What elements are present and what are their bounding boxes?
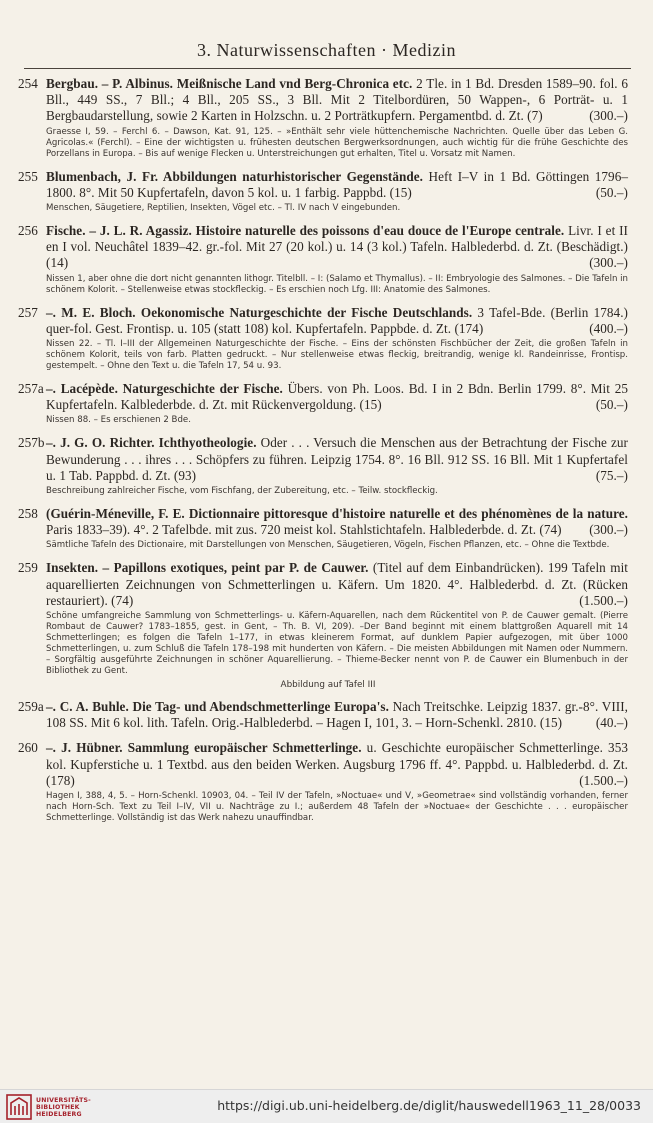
catalog-entry bbox=[18, 223, 638, 296]
entry-list bbox=[18, 76, 638, 833]
entry-note: Beschreibung zahlreicher Fische, vom Fischfang, der Zubereitung, etc. – Teilw. stockfleckig. bbox=[46, 486, 438, 497]
entry-price: (300.–) bbox=[589, 522, 628, 538]
page-header: 3. Naturwissenschaften · Medizin bbox=[197, 40, 456, 60]
library-name[interactable] bbox=[36, 1097, 91, 1118]
catalog-entry bbox=[18, 699, 638, 731]
entry-price: (1.500.–) bbox=[579, 772, 628, 788]
entry-heading: Bergbau. – P. Albinus. Meißnische Land vnd Berg-Chronica etc. bbox=[46, 76, 413, 91]
entry-text: u. Geschichte europäischer Schmetterlinge. 353 kol. Kupferstiche u. 1 Textbd. aus den beiden Werken. Augsburg 1796 ff. 4°. Pappbd. u. Halblederbd. d. Zt. (178) bbox=[46, 740, 628, 788]
entry-text: (Titel auf dem Einbandrücken). 199 Tafeln mit aquarellierten Zeichnungen von Schmetterlingen u. Käfern. Um 1820. 4°. Halblederbd. d. Zt. (Rücken restauriert). (74) bbox=[46, 560, 628, 608]
entry-number: 258 bbox=[18, 506, 38, 522]
viewer-footer bbox=[0, 1089, 653, 1123]
catalog-entry bbox=[18, 740, 638, 824]
entry-price: (50.–) bbox=[595, 397, 628, 413]
entry-note: Nissen 88. – Es erschienen 2 Bde. bbox=[46, 415, 191, 426]
catalog-entry bbox=[18, 435, 638, 497]
entry-description bbox=[18, 699, 638, 731]
entry-description bbox=[18, 305, 638, 337]
entry-heading: (Guérin-Méneville, F. E. Dictionnaire pittoresque d'histoire naturelle et des phénomènes de la nature. bbox=[46, 506, 628, 522]
entry-number: 255 bbox=[18, 168, 38, 184]
entry-description bbox=[18, 381, 638, 413]
library-name-line: UNIVERSITÄTS- bbox=[36, 1097, 91, 1104]
entry-text: Heft I–V in 1 Bd. Göttingen 1796–1800. 8°. Mit 50 Kupfertafeln, davon 5 kol. u. 1 farbig. Pappbd. (15) bbox=[46, 168, 628, 200]
entry-number: 257b bbox=[18, 435, 45, 451]
illustration-reference: Abbildung auf Tafel III bbox=[280, 680, 376, 691]
entry-number: 256 bbox=[18, 223, 38, 239]
entry-description bbox=[18, 560, 638, 609]
entry-number: 260 bbox=[18, 740, 38, 756]
entry-description bbox=[18, 76, 638, 125]
entry-heading: Insekten. – Papillons exotiques, peint par P. de Cauwer. bbox=[46, 560, 369, 576]
header-rule bbox=[24, 68, 631, 69]
entry-price: (300.–) bbox=[589, 255, 628, 271]
entry-price: (75.–) bbox=[595, 467, 628, 483]
entry-note: Graesse I, 59. – Ferchl 6. – Dawson, Kat. 91, 125. – »Enthält sehr viele hüttenchemische Nachrichten. Quelle über das Leben G. Agricolas.« (Ferchl). – Eine der wichtigsten u. frühesten deutschen Bergwerksordnungen, auch wichtig für die frühe Geschichte des Porzellans in Europa. – Bis auf wenige Flecken u. Unterstreichungen gut erhalten, Titel u. Vorsatz mit Namen. bbox=[46, 126, 628, 159]
entry-description bbox=[18, 506, 638, 538]
entry-text: Nach Treitschke. Leipzig 1837. gr.-8°. VIII, 108 SS. Mit 6 kol. lith. Tafeln. Orig.-Halblederbd. – Hagen I, 101, 3. – Horn-Schenkl. 2810. (15) bbox=[46, 699, 629, 731]
catalog-entry bbox=[18, 169, 638, 214]
catalog-entry bbox=[18, 76, 638, 160]
entry-note: Schöne umfangreiche Sammlung von Schmetterlings- u. Käfern-Aquarellen, nach dem Rückentitel von P. de Cauwer gemalt. (Pierre Rombaut de Cauwer? 1783–1855, gest. in Gent, – Th. B. VI, 209). –Der Band beginnt mit einem blattgroßen Aquarell mit 14 Schmetterlingen; es folgen die Tafeln 1–177, in etwas kleinerem Format, auf dunklem Papier aufgezogen, mit über 1000 Schmetterlingen, u. zum Schluß die Tafeln 178–198 mit hunderten von Käfern. – Die meisten Abbildungen mit Namen oder Nummern. – Sorgfältig ausgeführte Zeichnungen in schöner Aquarellierung. – Thieme-Becker nennt von P. de Cauwer ein Blumenbuch in der Bibliothek zu Gent. bbox=[46, 611, 628, 677]
entry-heading: Blumenbach, J. Fr. Abbildungen naturhistorischer Gegenstände. bbox=[46, 168, 424, 184]
entry-note: Nissen 1, aber ohne die dort nicht genannten lithogr. Titelbll. – I: (Salamo et Thymallus). – II: Embryologie des Salmones. – Die Tafeln in schönem Kolorit. – Stellenweise etwas stockfleckig. – Es erschien noch Lfg. III: Anatomie des Salmones. bbox=[46, 273, 628, 295]
entry-text: 3 Tafel-Bde. (Berlin 1784.) quer-fol. Gest. Frontisp. u. 105 (statt 108) kol. Kupfertafeln. Pappbde. d. Zt. (174) bbox=[46, 304, 628, 336]
catalog-entry bbox=[18, 305, 638, 372]
entry-heading: –. J. G. O. Richter. Ichthyotheologie. bbox=[46, 435, 257, 451]
entry-text: Livr. I et II en I vol. Neuchâtel 1839–42. gr.-fol. Mit 27 (20 kol.) u. 14 (3 kol.) Tafeln. Halblederbd. d. Zt. (Beschädigt.) (14) bbox=[46, 223, 628, 271]
entry-text: Übers. von Ph. Loos. Bd. I in 2 Bdn. Berlin 1799. 8°. Mit 25 Kupfertafeln. Kalblederbde. d. Zt. mit Rückenvergoldung. (15) bbox=[46, 381, 628, 413]
entry-price: (40.–) bbox=[595, 715, 628, 731]
entry-description bbox=[18, 223, 638, 272]
entry-heading: –. M. E. Bloch. Oekonomische Naturgeschichte der Fische Deutschlands. bbox=[46, 304, 473, 320]
catalog-entry bbox=[18, 381, 638, 426]
entry-number: 257a bbox=[18, 381, 44, 397]
entry-heading: –. J. Hübner. Sammlung europäischer Schmetterlinge. bbox=[46, 740, 362, 756]
entry-note: Sämtliche Tafeln des Dictionaire, mit Darstellungen von Menschen, Säugetieren, Vögeln, Fischen Pflanzen, etc. – Ohne die Textbde. bbox=[46, 540, 610, 551]
entry-description bbox=[18, 740, 638, 789]
entry-description bbox=[18, 169, 638, 201]
catalog-entry bbox=[18, 560, 638, 690]
heidelberg-library-logo-icon[interactable] bbox=[6, 1094, 32, 1120]
entry-note: Nissen 22. – Tl. I–III der Allgemeinen Naturgeschichte der Fische. – Eins der schönsten Fischbücher der Zeit, die großen Tafeln in schönem Kolorit, teils von farb. Platten gedruckt. – Nur stellenweise etwas fleckig, breitrandig, wenige kl. Randeinrisse, Frontisp. gestempelt. – Ohne den Text u. die Tafeln 17, 54 u. 93. bbox=[46, 339, 628, 372]
entry-text: Oder . . . Versuch die Menschen aus der Betrachtung der Fische zur Bewunderung . . . ihres . . . Schöpfers zu führen. Leipzig 1754. 8°. 16 Bll. 912 SS. 16 Bll. Mit 1 Kupfertafel u. 1 Tab. Pappbd. d. Zt. (93) bbox=[46, 435, 628, 483]
entry-heading: –. Lacépède. Naturgeschichte der Fische. bbox=[46, 381, 283, 397]
entry-text: Paris 1833–39). 4°. 2 Tafelbde. mit zus. 720 meist kol. Stahlstichtafeln. Halblederbde. d. Zt. (74) bbox=[46, 522, 562, 538]
entry-price: (300.–) bbox=[589, 108, 628, 124]
entry-note: Menschen, Säugetiere, Reptilien, Insekten, Vögel etc. – Tl. IV nach V eingebunden. bbox=[46, 203, 401, 214]
library-name-line: BIBLIOTHEK bbox=[36, 1104, 80, 1111]
entry-heading: –. C. A. Buhle. Die Tag- und Abendschmetterlinge Europa's. bbox=[46, 699, 389, 715]
entry-number: 257 bbox=[18, 304, 38, 320]
entry-price: (50.–) bbox=[595, 184, 628, 200]
entry-heading: Fische. – J. L. R. Agassiz. Histoire naturelle des poissons d'eau douce de l'Europe centrale. bbox=[46, 223, 565, 239]
entry-price: (1.500.–) bbox=[579, 592, 628, 608]
permalink-url[interactable]: https://digi.ub.uni-heidelberg.de/diglit/hauswedell1963_11_28/0033 bbox=[217, 1098, 641, 1113]
entry-description bbox=[18, 435, 638, 484]
entry-note: Hagen I, 388, 4, 5. – Horn-Schenkl. 10903, 04. – Teil IV der Tafeln, »Noctuae« und V, »Geometrae« sind vollständig vorhanden, ferner nach Horn-Sch. Text zu Teil I–IV, VII u. Nachträge zu I.; außerdem 48 Tafeln der »Noctuae« der Geschichte . . . europäischer Schmetterlinge. Vollständig ist das Werk nahezu unauffindbar. bbox=[46, 791, 628, 824]
library-name-line: HEIDELBERG bbox=[36, 1111, 82, 1118]
entry-number: 259 bbox=[18, 560, 38, 576]
entry-text: 2 Tle. in 1 Bd. Dresden 1589–90. fol. 6 Bll., 449 SS., 7 Bll.; 4 Bll., 205 SS., 3 Bll. Mit 2 Titelbordüren, 50 Wappen-, 6 Porträt- u. 1 Bergbaudarstellung, sowie 2 Karten in Holzschn. u. 2 Porträtkupfern. Pergamentbd. d. Zt. (7) bbox=[46, 76, 628, 124]
entry-number: 259a bbox=[18, 699, 44, 715]
entry-number: 254 bbox=[18, 76, 38, 91]
catalog-entry bbox=[18, 506, 638, 551]
entry-price: (400.–) bbox=[589, 320, 628, 336]
